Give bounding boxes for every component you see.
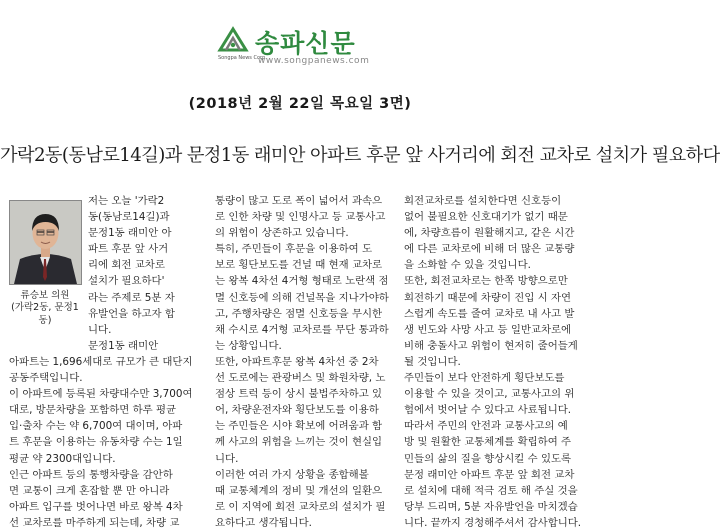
masthead [0,22,600,72]
newspaper-name: 송파신문 [255,29,356,58]
text-line: 니다. [215,452,239,465]
songpa-logo-icon [218,26,248,52]
text-line: 의 위험이 상존하고 있습니다. [215,227,349,240]
text-line: 회전교차로를 설치한다면 신호등이 [404,195,562,207]
caption-district: (가락2동, 문정1동) [11,302,79,326]
text-line: 대로, 방문차량을 포함하면 하루 평균 [9,404,177,417]
text-line: 설치가 필요하다' [88,275,165,288]
text-line: 유발언을 하고자 합 [88,307,175,320]
text-line: 에 다른 교차로에 비해 더 많은 교통량 [404,243,575,256]
councillor-portrait [9,200,82,285]
text-line: 라는 주제로 5분 자 [88,291,175,304]
text-line: 인근 아파트 등의 통행차량을 감안하 [9,468,173,481]
text-line: 될 것입니다. [404,355,461,368]
text-line: 문정 래미안 아파트 후문 앞 회전 교차 [404,468,575,481]
text-line: 로 이 지역에 회전 교차로의 설치가 필 [215,500,386,513]
text-line: 동(동남로14길)과 [88,211,170,224]
text-line: 는 주민들은 시야 확보에 어려움과 함 [215,420,383,433]
text-line: 보로 횡단보도를 건널 때 현재 교차로 [215,259,383,272]
article-headline: 가락2동(동남로14길)과 문정1동 래미안 아파트 후문 앞 사거리에 회전 교차로 설치가 필요하다 [0,145,720,166]
column-3 [404,193,581,531]
caption-name: 류승보 의원 [20,290,70,301]
text-line: 험에서 벗어날 수 있다고 사료됩니다. [404,404,572,417]
text-line: 리에 회전 교차로 [88,259,165,272]
portrait-image [10,201,81,284]
publication-dateline: (2018년 2월 22일 목요일 3면) [188,96,412,112]
text-line: 어, 차량운전자와 횡단보도를 이용하 [215,404,379,417]
text-line: 채 수시로 4거형 교차로를 무단 통과하 [215,323,389,336]
text-line: 파트 후문 앞 사거 [88,243,169,256]
text-line: 주민들이 보다 안전하게 횡단보도를 [404,372,565,385]
text-line: 트 후문을 이용하는 유동차량 수는 1일 [9,436,183,449]
logo-caption: Songpa News Corp. [218,55,267,61]
text-line: 선 도로에는 관광버스 및 화원차량, 노 [215,372,386,385]
text-line: 문정1동 래미안 아 [88,227,172,240]
text-line: 또한, 아파트후문 왕복 4차선 중 2차 [215,355,379,368]
text-line: 에, 차량흐름이 원활해지고, 같은 시간 [404,227,575,240]
text-line: 민들의 삶의 질을 향상시킬 수 있도록 [404,452,572,465]
text-line: 문정1동 래미안 [88,339,159,352]
text-line: 니다. [88,323,112,336]
text-line: 입·출차 수는 약 6,700여 대이며, 아파 [9,420,183,433]
text-line: 통량이 많고 도로 폭이 넓어서 과속으 [215,195,383,207]
text-line: 이 아파트에 등록된 차량대수만 3,700여 [9,388,193,401]
text-line: 멸 신호등에 의해 건널목을 지나가야하 [215,291,389,304]
photo-caption [9,290,81,327]
text-line: 방 및 원활한 교통체계를 확립하여 주 [404,436,572,449]
text-line: 아파트 입구를 벗어나면 바로 왕복 4차 [9,500,183,513]
text-line: 평균 약 2300대입니다. [9,452,116,465]
text-line: 로 설치에 대해 적극 검토 해 주실 것을 [404,484,578,497]
text-line: 스럽게 속도를 줄여 교차로 내 사고 발 [404,307,575,320]
text-line: 생 빈도와 사망 사고 등 일반교차로에 [404,323,572,336]
text-line: 이용할 수 있을 것이고, 교통사고의 위 [404,388,575,401]
text-line: 저는 오늘 '가락2 [88,195,165,207]
text-line: 선 교차로를 마주하게 되는데, 차량 교 [9,516,180,529]
column-1-top [88,193,175,354]
text-line: 께 사고의 위험을 느끼는 것이 현실입 [215,436,383,449]
text-line: 을 소화할 수 있을 것입니다. [404,259,531,272]
column-2 [215,193,389,531]
newspaper-url: www.songpanews.com [258,56,370,66]
text-line: 회전하기 때문에 차량이 진입 시 자연 [404,291,572,304]
text-line: 는 상황입니다. [215,339,282,352]
text-line: 아파트는 1,696세대로 규모가 큰 대단지 [9,356,193,368]
text-line: 요하다고 생각됩니다. [215,516,312,529]
text-line: 면 교통이 크게 혼잡할 뿐 만 아니라 [9,484,170,497]
text-line: 공동주택입니다. [9,372,83,385]
text-line: 없어 불필요한 신호대기가 없기 때문 [404,211,568,224]
text-line: 고, 주행차량은 점멸 신호등을 무시한 [215,307,383,320]
text-line: 로 인한 차량 및 인명사고 등 교통사고 [215,211,386,224]
text-line: 점상 트럭 등이 상시 불법주차하고 있 [215,388,383,401]
text-line: 당부 드리며, 5분 자유발언을 마치겠습 [404,500,578,513]
text-line: 는 왕복 4차선 4거형 형태로 노란색 점 [215,275,389,288]
text-line: 이러한 여러 가지 상황을 종합해볼 [215,468,369,481]
text-line: 또한, 회전교차로는 한쪽 방향으로만 [404,275,568,288]
text-line: 때 교통체계의 정비 및 개선의 일환으 [215,484,383,497]
text-line: 니다. 끝까지 경청해주셔서 감사합니다. [404,516,582,529]
column-1-bottom [9,354,192,531]
text-line: 따라서 주민의 안전과 교통사고의 예 [404,420,568,433]
text-line: 비해 충돌사고 위험이 현저히 줄어들게 [404,339,578,352]
text-line: 특히, 주민들이 후문을 이용하여 도 [215,243,373,256]
